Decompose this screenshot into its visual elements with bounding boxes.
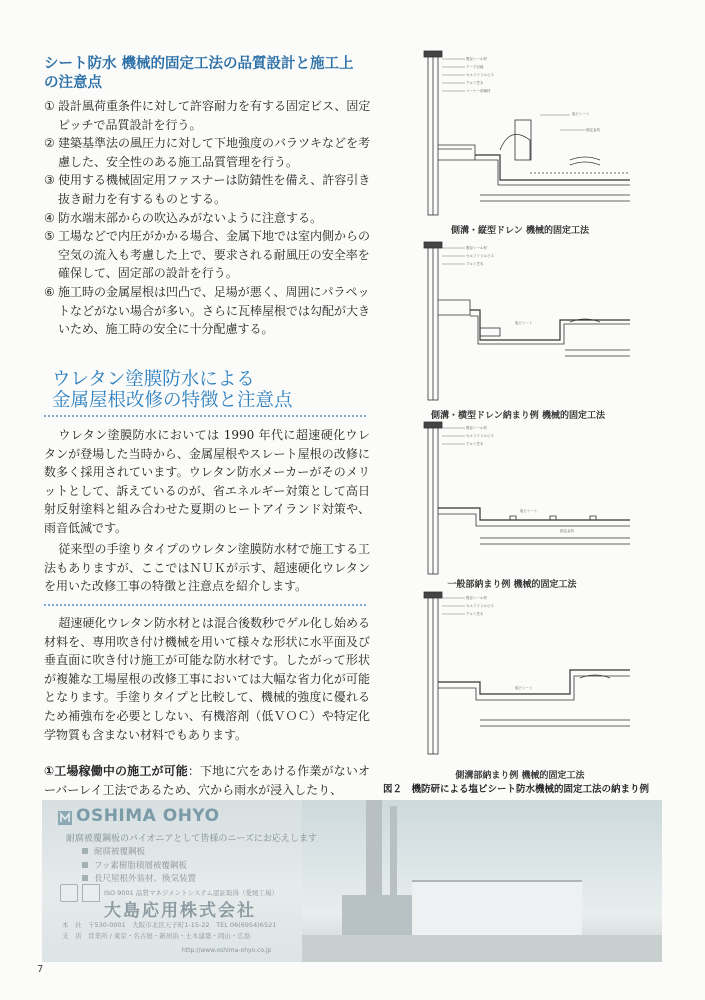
list-item: ⑥ 施工時の金属屋根は凹凸で、足場が悪く、周囲にパラペットなどがない場合が多い。さらに瓦棒屋根では勾配が大きいため、施工時の安全に十分配慮する。 [44,284,371,337]
company-address: 本 社 〒530-0001 大阪市北区天子町1-15-22 TEL 06(6954)6521 支 店 営業所 / 東京・名古屋・新居浜・土木建築・岡山・広島 [62,921,277,940]
drawing-gutter-vertical-drain [420,45,630,230]
svg-text:既存シール材: 既存シール材 [466,246,487,250]
svg-text:コーナー部補材: コーナー部補材 [466,89,491,93]
paragraph: ①工場稼働中の施工が可能：下地に穴をあける作業がないオーバーレイ工法であるため、穴から雨水が浸入したり、 [44,764,370,797]
divider [44,604,366,606]
figure-title: 図２ 機防研による塩ビシート防水機械的固定工法の納まり例 [383,784,650,795]
svg-text:セルフドリルビス: セルフドリルビス [466,73,494,77]
list-item: フッ素樹脂積層被覆鋼板 [82,860,196,874]
company-name: 大島応用株式会社 [104,901,256,921]
svg-text:既存シール材: 既存シール材 [466,426,487,430]
svg-text:塩ビシート: 塩ビシート [515,686,533,690]
list-item: 長尺屋根外装材、換気装置 [82,873,196,887]
certification-mark-icon [82,884,100,902]
iso-mark-icon [60,884,78,902]
svg-text:塩ビシート: 塩ビシート [572,112,590,116]
iso-note: ISO 9001 品質マネジメントシステム認証取得（愛媛工場） [104,889,278,897]
ad-tagline: 耐腐被覆鋼板のパイオニアとして皆様のニーズにお応えします [66,834,317,844]
section2-title: ウレタン塗膜防水による 金属屋根改修の特徴と注意点 [52,369,293,411]
svg-text:既存シール材: 既存シール材 [466,596,487,600]
svg-text:固定金具: 固定金具 [586,128,600,132]
quality-design-list [44,97,374,339]
paragraph: 従来型の手塗りタイプのウレタン塗膜防水材で施工する工法もありますが、ここではＮＵＫが示す、超速硬化ウレタンを用いた改修工事の特徴と注意点を紹介します。 [44,542,370,594]
brand-logo-icon [58,811,72,825]
svg-text:塩ビシート: 塩ビシート [515,321,533,325]
figure-caption-4: 側溝部納まり例 機械的固定工法 [455,771,585,781]
brand-name: OSHIMA OHYO [76,806,220,826]
list-item: ① 設計風荷重条件に対して許容耐力を有する固定ビス、固定ピッチで品質設計を行う。 [44,99,371,132]
svg-text:アルミ笠木: アルミ笠木 [466,81,484,85]
svg-text:既存シール材: 既存シール材 [466,57,487,61]
company-url: http://www.oshima-ohyo.co.jp [182,947,272,954]
svg-text:セルフドリルビス: セルフドリルビス [466,254,494,258]
svg-text:セルフドリルビス: セルフドリルビス [466,434,494,438]
svg-text:テープ目地: テープ目地 [466,65,484,69]
bullet-icon [82,862,88,868]
svg-text:セルフドリルビス: セルフドリルビス [466,604,494,608]
svg-text:アルミ笠木: アルミ笠木 [466,442,484,446]
product-list [82,846,196,887]
drawing-general-section [420,420,630,580]
list-item: ⑤ 工場などで内圧がかかる場合、金属下地では室内側からの空気の流入も考慮した上で、要求される耐風圧の安全率を確保して、固定部の設計を行う。 [44,229,371,281]
divider [44,415,366,417]
svg-text:塩ビシート: 塩ビシート [520,509,538,513]
list-item: ④ 防水端末部からの吹込みがないように注意する。 [44,210,323,225]
bullet-icon [82,875,88,881]
bullet-icon [82,848,88,854]
svg-text:アルミ笠木: アルミ笠木 [466,262,484,266]
figure-caption-1: 側溝・縦型ドレン 機械的固定工法 [451,226,589,236]
svg-text:固定金具: 固定金具 [560,529,574,533]
section1-title: シート防水 機械的固定工法の品質設計と施工上の注意点 [44,56,354,91]
list-item: 耐腐被覆鋼板 [82,846,196,860]
figure-caption-2: 側溝・横型ドレン納まり例 機械的固定工法 [431,411,605,421]
advertisement [42,800,662,962]
list-item: ② 建築基準法の風圧力に対して下地強度のバラツキなどを考慮した、安全性のある施工品質管理を行う。 [44,136,371,169]
drawing-gutter-section [420,590,630,765]
drawing-gutter-horizontal-drain [420,240,630,405]
paragraph: ウレタン塗膜防水においては 1990 年代に超速硬化ウレタンが登場した当時から、金属屋根やスレート屋根の改修に数多く採用されています。ウレタン防水メーカーがそのメリットとして、訴えているのが、省エネルギー対策として高日射反射塗料と組み合わせた夏期のヒートアイランド対策や、雨音低減です。 [44,428,370,535]
figure-caption-3: 一般部納まり例 機械的固定工法 [447,580,577,590]
paragraph: 超速硬化ウレタン防水材とは混合後数秒でゲル化し始める材料を、専用吹き付け機械を用いて様々な形状に水平面及び垂直面に吹き付け施工が可能な防水材です。したがって形状が複雑な工場屋根の改修工事においては大幅な省力化が可能となります。手塗りタイプと比較して、機械的強度に優れるため補強布を必要としない、有機溶剤（低ＶＯＣ）や特定化学物質も含まない材料でもあります。 [44,616,370,742]
svg-text:アルミ笠木: アルミ笠木 [466,612,484,616]
list-item: ③ 使用する機械固定用ファスナーは防錆性を備え、許容引き抜き耐力を有するものとする。 [44,173,371,206]
page-number: 7 [37,964,44,975]
